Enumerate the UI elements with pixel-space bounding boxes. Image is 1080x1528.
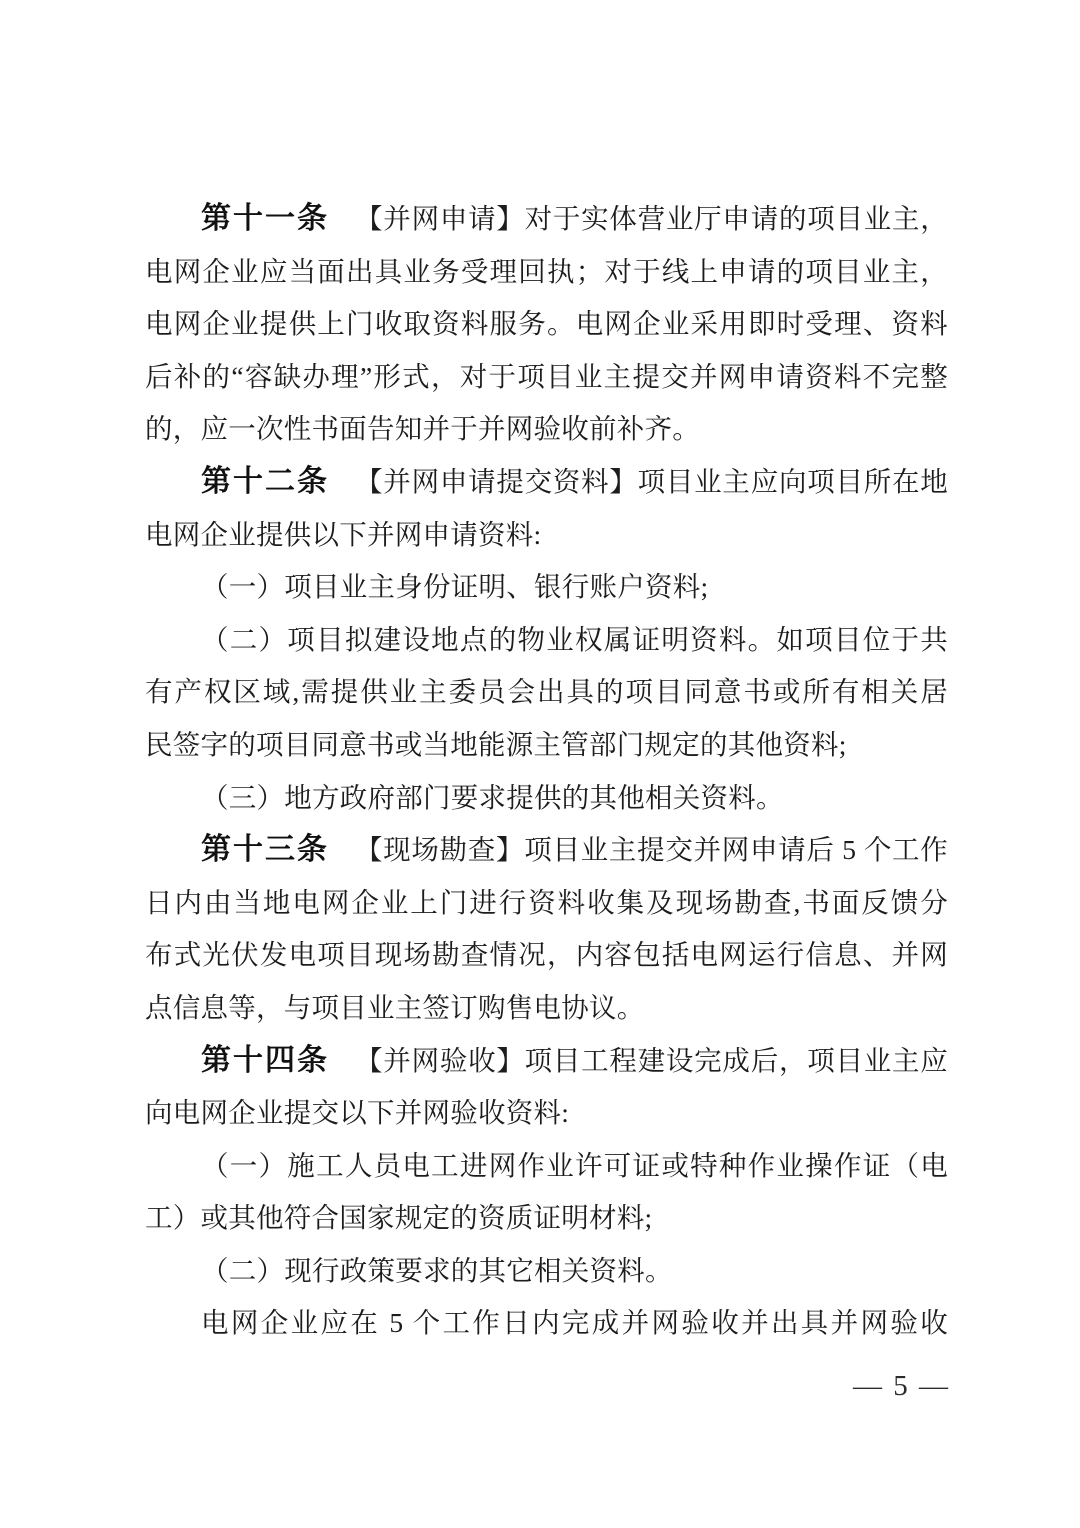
text-line [145,456,948,509]
paragraph [145,1035,948,1140]
text-line [145,824,948,877]
text-line [145,1245,948,1298]
article-title: 【并网验收】 [355,1044,525,1076]
paragraph [145,456,948,561]
line-text: 项目业主应向项目所在地 [637,465,949,497]
text-line: 民签字的项目同意书或当地能源主管部门规定的其他资料; [145,728,847,760]
text-line: 电网企业提供以下并网申请资料: [145,518,542,550]
text-line: 电网企业提供上门收取资料服务。电网企业采用即时受理、资料 [145,308,948,340]
text-line: 日内由当地电网企业上门进行资料收集及现场勘查,书面反馈分 [145,886,948,918]
paragraph [145,824,948,1034]
article-title: 【并网申请提交资料】 [355,465,638,497]
text-line: 电网企业应当面出具业务受理回执；对于线上申请的项目业主， [145,255,948,287]
line-text: （一）施工人员电工进网作业许可证或特种作业操作证（电 [201,1149,948,1181]
line-text: （三）地方政府部门要求提供的其他相关资料。 [201,781,784,813]
article-number: 第十四条 [201,1043,330,1077]
line-text: （二）项目拟建设地点的物业权属证明资料。如项目位于共 [201,623,948,655]
page-number: — 5 — [853,1370,950,1402]
paragraph [145,561,948,614]
text-line: 向电网企业提交以下并网验收资料: [145,1097,570,1129]
article-number: 第十二条 [201,464,330,498]
paragraph [145,1140,948,1245]
text-line [145,1140,948,1193]
paragraph [145,614,948,772]
article-number: 第十三条 [201,833,329,867]
text-line: 后补的“容缺办理”形式，对于项目业主提交并网申请资料不完整 [145,360,948,392]
article-title: 【并网申请】 [355,203,525,234]
line-text: 项目业主提交并网申请后 5 个工作 [524,834,949,866]
text-line [145,561,948,614]
paragraph [145,772,948,825]
line-text: 项目工程建设完成后，项目业主应 [524,1044,949,1076]
article-title: 【现场勘查】 [354,834,525,866]
article-number: 第十一条 [201,202,330,235]
text-line [145,614,948,667]
text-line: 有产权区域,需提供业主委员会出具的项目同意书或所有相关居 [145,676,948,708]
text-line [145,1035,948,1088]
text-block [145,193,948,1350]
paragraph [145,193,948,456]
line-text: （二）现行政策要求的其它相关资料。 [201,1254,673,1286]
text-line: 工）或其他符合国家规定的资质证明材料; [145,1202,653,1234]
line-text: 对于实体营业厅申请的项目业主， [524,203,949,234]
text-line: 布式光伏发电项目现场勘查情况，内容包括电网运行信息、并网 [145,939,948,971]
text-line [145,193,948,246]
text-line: 点信息等，与项目业主签订购售电协议。 [145,991,645,1023]
paragraph [145,1297,948,1350]
line-text: 电网企业应在 5 个工作日内完成并网验收并出具并网验收 [201,1307,948,1339]
text-line: 的，应一次性书面告知并于并网验收前补齐。 [145,413,700,445]
text-line [145,1297,948,1350]
text-line [145,772,948,825]
paragraph [145,1245,948,1298]
line-text: （一）项目业主身份证明、银行账户资料; [201,571,709,603]
